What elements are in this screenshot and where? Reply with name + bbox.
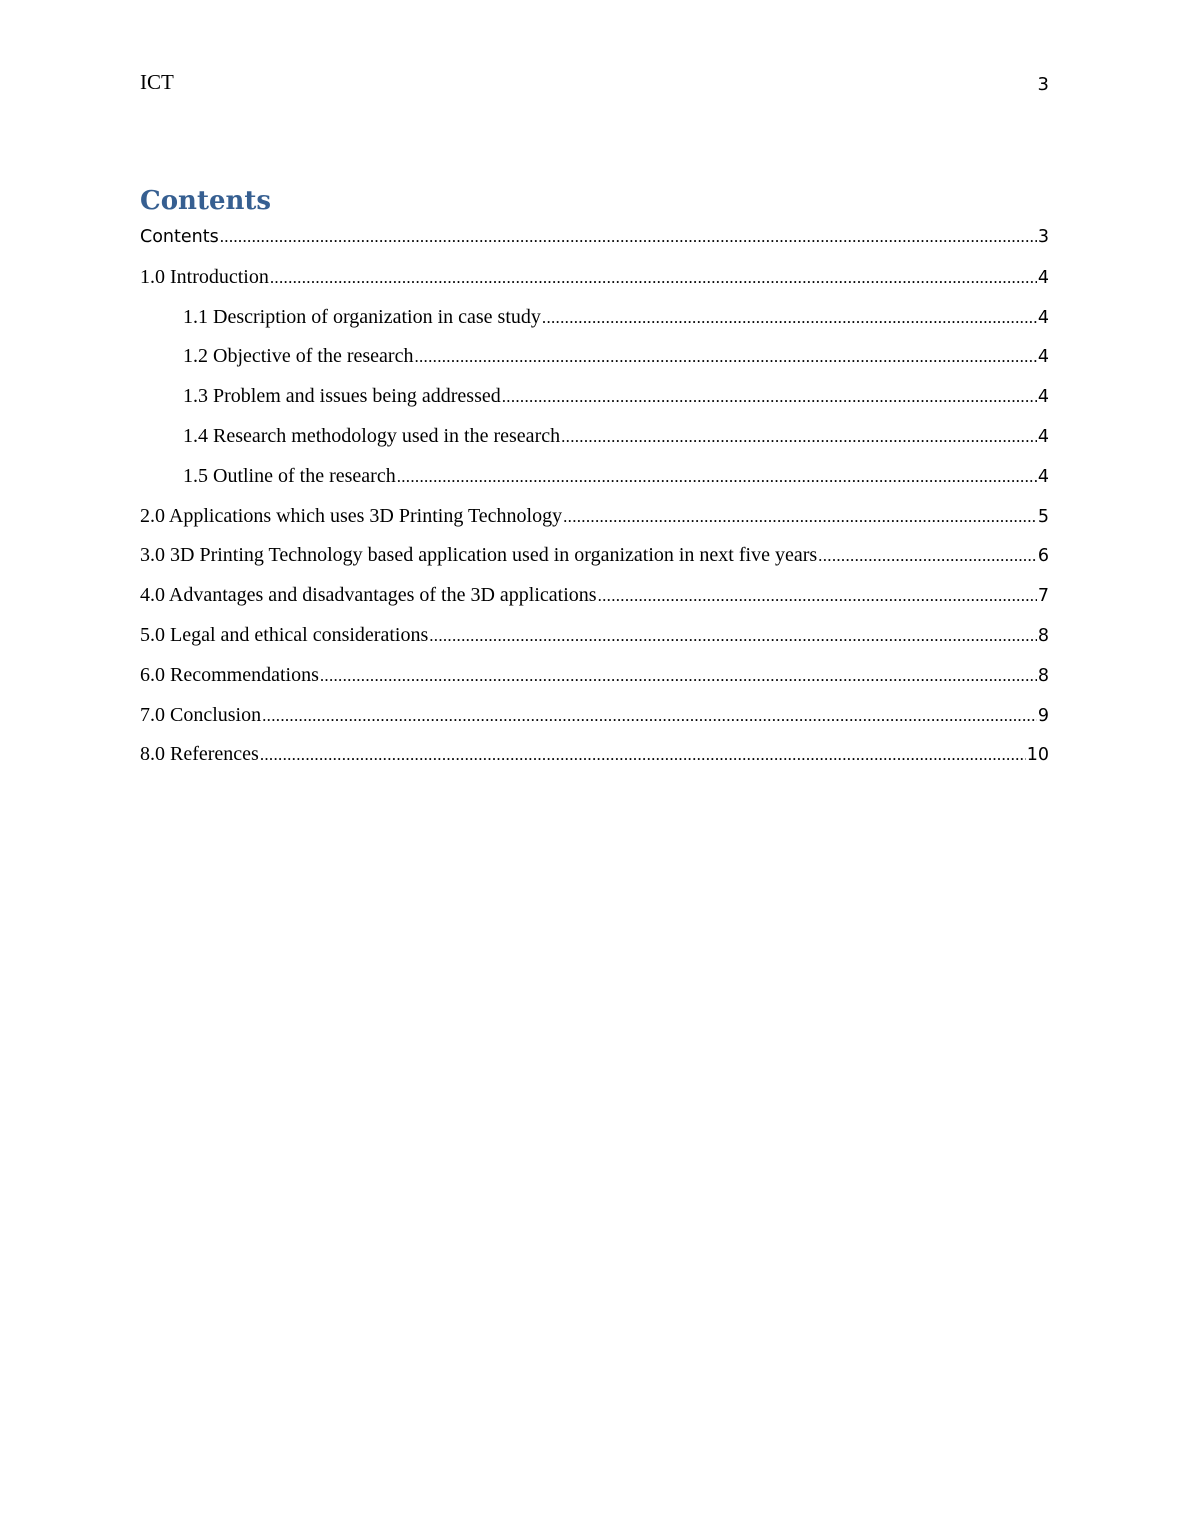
toc-entry-label: 2.0 Applications which uses 3D Printing Technology: [140, 504, 563, 527]
toc-entry-page: 9: [1037, 705, 1049, 726]
toc-dot-leader: [220, 222, 1037, 252]
toc-entry-page: 4: [1037, 387, 1049, 408]
toc-entry-description-of-organization[interactable]: [140, 302, 1049, 342]
toc-entry-advantages[interactable]: [140, 580, 1049, 620]
toc-dot-leader: [502, 382, 1037, 412]
toc-dot-leader: [561, 422, 1037, 452]
toc-entry-label: 5.0 Legal and ethical considerations: [140, 623, 429, 646]
toc-entry-label: 3.0 3D Printing Technology based application used in organization in next five years: [140, 544, 818, 567]
toc-entry-label: 1.0 Introduction: [140, 265, 269, 288]
toc-entry-page: 4: [1037, 466, 1049, 487]
toc-dot-leader: [260, 740, 1026, 770]
toc-entry-label: 1.5 Outline of the research: [183, 464, 396, 487]
toc-entry-conclusion[interactable]: [140, 700, 1049, 740]
toc-dot-leader: [397, 462, 1037, 492]
toc-entry-page: 3: [1037, 227, 1049, 247]
toc-entry-page: 8: [1037, 625, 1049, 646]
toc-dot-leader: [563, 502, 1037, 532]
toc-entry-label: 7.0 Conclusion: [140, 703, 262, 726]
toc-entry-research-methodology[interactable]: [140, 421, 1049, 461]
toc-dot-leader: [429, 621, 1037, 651]
toc-entry-page: 10: [1026, 745, 1049, 766]
toc-entry-introduction[interactable]: [140, 262, 1049, 302]
toc-entry-references[interactable]: [140, 739, 1049, 779]
toc-entry-recommendations[interactable]: [140, 660, 1049, 700]
toc-dot-leader: [414, 342, 1036, 372]
toc-entry-page: 7: [1037, 586, 1049, 607]
page-number: 3: [1037, 74, 1049, 95]
toc-entry-label: 1.3 Problem and issues being addressed: [183, 385, 501, 408]
toc-entry-label: 6.0 Recommendations: [140, 663, 319, 686]
toc-entry-page: 4: [1037, 307, 1049, 328]
toc-entry-label: 1.1 Description of organization in case study: [183, 305, 541, 328]
toc-dot-leader: [320, 661, 1037, 691]
toc-entry-label: 1.2 Objective of the research: [183, 345, 414, 368]
toc-entry-3d-printing-application[interactable]: [140, 540, 1049, 580]
toc-dot-leader: [270, 263, 1037, 293]
toc-dot-leader: [262, 701, 1037, 731]
toc-entry-problem-and-issues[interactable]: [140, 381, 1049, 421]
toc-entry-page: 5: [1037, 506, 1049, 527]
toc-entry-page: 6: [1037, 546, 1049, 567]
toc-entry-page: 4: [1037, 426, 1049, 447]
toc-entry-label: 1.4 Research methodology used in the research: [183, 424, 561, 447]
toc-entry-legal-ethical[interactable]: [140, 620, 1049, 660]
toc-heading: Contents: [140, 186, 272, 216]
toc-entry-outline[interactable]: [140, 461, 1049, 501]
toc-dot-leader: [598, 581, 1037, 611]
toc-entry-contents[interactable]: [140, 222, 1049, 262]
toc-entry-page: 4: [1037, 267, 1049, 288]
toc-dot-leader: [542, 303, 1037, 333]
toc-entry-label: 4.0 Advantages and disadvantages of the 3D applications: [140, 584, 597, 607]
toc-dot-leader: [818, 541, 1037, 571]
toc-entry-page: 8: [1037, 665, 1049, 686]
running-header-title: ICT: [140, 70, 174, 94]
table-of-contents: [140, 222, 1049, 779]
toc-entry-label: Contents: [140, 227, 219, 247]
toc-entry-applications[interactable]: [140, 501, 1049, 541]
toc-entry-page: 4: [1037, 347, 1049, 368]
toc-entry-label: 8.0 References: [140, 743, 259, 766]
toc-entry-objective[interactable]: [140, 341, 1049, 381]
